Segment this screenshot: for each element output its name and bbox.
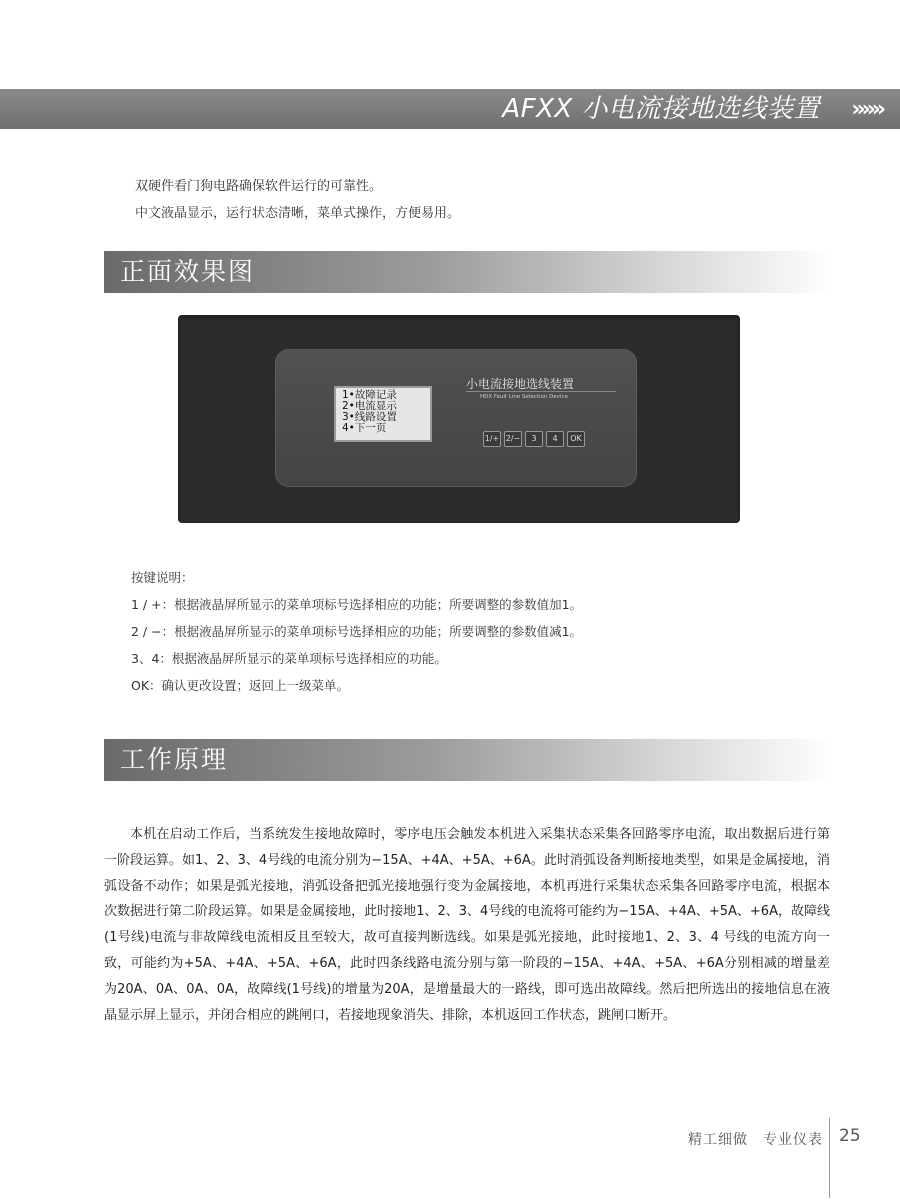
device-divider xyxy=(466,391,616,392)
lcd-line: 3•线路设置 xyxy=(342,411,397,423)
device-subtitle: HDX Fault Line Selection Device xyxy=(480,394,568,400)
principle-paragraph: 本机在启动工作后，当系统发生接地故障时，零序电压会触发本机进入采集状态采集各回路零序电流，取出数据后进行第一阶段运算。如1、2、3、4号线的电流分别为−15A、+4A、+5A、+6A。此时消弧设备判断接地类型，如果是金属接地，消弧设备不动作；如果是弧光接地，消弧设备把弧光接地强行变为金属接地，本机再进行采集状态采集各回路零序电流，根据本次数据进行第二阶段运算。如果是金属接地，此时接地1、2、3、4号线的电流将可能约为−15A、+4A、+5A、+6A，故障线(1号线)电流与非故障线电流相反且至较大，故可直接判断选线。如果是弧光接地，此时接地1、2、3、4 号线的电流方向一致，可能约为+5A、+4A、+5A、+6A，此时四条线路电流分别与第一阶段的−15A、+4A、+5A、+6A分别相减的增量差为20A、0A、0A、0A，故障线(1号线)的增量为20A，是增量最大的一路线，即可选出故障线。然后把所选出的接地信息在液晶显示屏上显示，并闭合相应的跳闸口，若接地现象消失、排除，本机返回工作状态，跳闸口断开。 xyxy=(104,827,830,1023)
key-2-minus: 2/− xyxy=(504,431,522,447)
header-title: AFXX 小电流接地选线装置 xyxy=(502,94,820,124)
device-name: 小电流接地选线装置 xyxy=(466,377,575,391)
key-4: 4 xyxy=(546,431,564,447)
key-desc-line: 2 / −：根据液晶屏所显示的菜单项标号选择相应的功能；所要调整的参数值减1。 xyxy=(131,624,583,639)
key-desc-line: 3、4：根据液晶屏所显示的菜单项标号选择相应的功能。 xyxy=(131,651,447,666)
footer-slogan: 精工细做 专业仪表 xyxy=(688,1132,823,1148)
section-header-principle xyxy=(104,739,834,781)
key-3: 3 xyxy=(525,431,543,447)
footer-divider xyxy=(829,1118,830,1198)
lcd-line: 1•故障记录 xyxy=(342,389,397,401)
intro-line: 双硬件看门狗电路确保软件运行的可靠性。 xyxy=(135,179,383,194)
key-1-plus: 1/+ xyxy=(483,431,501,447)
page-number: 25 xyxy=(839,1126,861,1146)
lcd-screen xyxy=(334,386,432,442)
lcd-line: 2•电流显示 xyxy=(342,400,397,412)
key-desc-line: OK：确认更改设置；返回上一级菜单。 xyxy=(131,678,350,693)
key-ok: OK xyxy=(567,431,585,447)
chevrons-icon: »»» xyxy=(851,97,882,122)
intro-line: 中文液晶显示，运行状态清晰，菜单式操作，方便易用。 xyxy=(135,206,461,221)
section-title: 工作原理 xyxy=(120,745,229,774)
lcd-line: 4•下一页 xyxy=(342,422,387,434)
intro-text xyxy=(135,178,460,232)
device-panel xyxy=(275,349,637,487)
keypad xyxy=(483,431,585,447)
device-photo xyxy=(178,315,740,523)
key-desc-line: 1 / +：根据液晶屏所显示的菜单项标号选择相应的功能；所要调整的参数值加1。 xyxy=(131,597,583,612)
section-title: 正面效果图 xyxy=(120,257,256,286)
section-header-front xyxy=(104,251,834,293)
key-desc-heading: 按键说明： xyxy=(131,570,194,585)
key-description xyxy=(131,570,582,705)
